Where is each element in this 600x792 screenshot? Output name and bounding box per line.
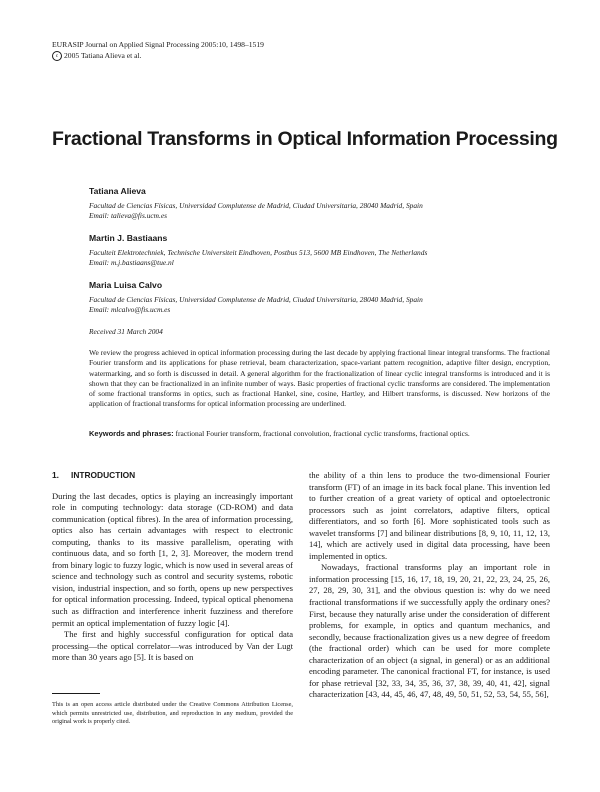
keywords-text: fractional Fourier transform, fractional convolution, fractional cyclic transforms, fractional optics. <box>175 429 470 438</box>
body-paragraph: During the last decades, optics is playing an increasingly important role in computing technology: data storage (CD-ROM) and data communication (optical fibres). In the area of information processing, optics also has certain advantages with respect to electronic computing, thanks to its massive parallelism, operating with continuous data, and so forth [1, 2, 3]. Moreover, the modern trend from binary logic to fuzzy logic, which is now used in several areas of science and technology such as control and security systems, robotic vision, industrial inspection, and so forth, opens up new perspectives for optical information processing. Indeed, typical optical phenomena such as diffraction and interference inherit fuzziness and therefore permit an optical implementation of fuzzy logic [4]. <box>52 490 293 628</box>
abstract: We review the progress achieved in optical information processing during the last decade by applying fractional linear integral transforms. The fractional Fourier transform and its applications for phase retrieval, beam characterization, space-variant pattern recognition, adaptive filter design, encryption, watermarking, and so forth is discussed in detail. A general algorithm for the fractionalization of linear cyclic integral transforms is introduced and it is shown that they can be fractionalized in an infinite number of ways. Basic properties of fractional cyclic transforms are considered. The implementation of some fractional transforms in optics, such as fractional Hankel, sine, cosine, Hartley, and Hilbert transforms, is discussed. New horizons of the application of fractional transforms for optical information processing are underlined. <box>89 348 550 409</box>
body-paragraph: The first and highly successful configuration for optical data processing—the optical correlator—was introduced by Van der Lugt more than 30 years ago [5]. It is based on <box>52 629 293 663</box>
journal-header <box>52 40 264 61</box>
author-name: Maria Luisa Calvo <box>89 279 163 290</box>
received-date: Received 31 March 2004 <box>89 327 163 336</box>
author-email[interactable]: Email: m.j.bastiaans@tue.nl <box>89 258 174 268</box>
license-footnote: This is an open access article distributed under the Creative Commons Attribution License, which permits unrestricted use, distribution, and reproduction in any medium, provided the original work is properly cited. <box>52 701 293 725</box>
journal-citation: EURASIP Journal on Applied Signal Processing 2005:10, 1498–1519 <box>52 40 264 49</box>
author-email[interactable]: Email: talieva@fis.ucm.es <box>89 211 168 221</box>
left-column <box>52 470 293 664</box>
author-entry <box>89 233 549 269</box>
section-heading <box>52 470 293 482</box>
author-name: Tatiana Alieva <box>89 186 146 196</box>
author-entry <box>89 186 549 222</box>
body-paragraph: Nowadays, fractional transforms play an important role in information processing [15, 16, 17, 18, 19, 20, 21, 22, 23, 24, 25, 26, 27, 28, 29, 30, 31], and the obvious question is: why do we need fractional transformations if we successfully apply the ordinary ones? First, because they naturally arise under the consideration of different problems, for example, in optics and quantum mechanics, and secondly, because fractionalization gives us a new degree of freedom (the fractional order) which can be used for more complete characterization of an object (a signal, in general) or as an additional encoding parameter. The canonical fractional FT, for instance, is used for phase retrieval [32, 33, 34, 35, 36, 37, 38, 39, 40, 41, 42], signal characterization [43, 44, 45, 46, 47, 48, 49, 50, 51, 52, 53, 54, 55, 56], <box>309 562 550 700</box>
author-affiliation: Facultad de Ciencias Físicas, Universidad Complutense de Madrid, Ciudad Universitaria, 28040 Madrid, Spain <box>89 201 423 210</box>
right-column <box>309 470 550 701</box>
footnote-divider <box>52 693 100 694</box>
author-entry <box>89 280 549 316</box>
keywords <box>89 429 550 438</box>
author-name: Martin J. Bastiaans <box>89 232 168 243</box>
copyright-line <box>52 51 264 62</box>
copyright-icon: c <box>52 51 62 61</box>
section-title: INTRODUCTION <box>71 470 136 480</box>
author-email[interactable]: Email: mlcalvo@fis.ucm.es <box>89 305 171 315</box>
copyright-text: 2005 Tatiana Alieva et al. <box>64 50 142 60</box>
author-affiliation: Faculteit Elektrotechniek, Technische Universiteit Eindhoven, Postbus 513, 5600 MB Eindhoven, The Netherlands <box>89 247 428 257</box>
body-paragraph: the ability of a thin lens to produce the two-dimensional Fourier transform (FT) of an image in its back focal plane. This invention led to further creation of a great variety of optical and optoelectronic processors such as joint correlators, adaptive filters, optical differentiators, and so forth [6]. More sophisticated tools such as wavelet transforms [7] and bilinear distributions [8, 9, 10, 11, 12, 13, 14], which are actively used in digital data processing, have been implemented in optics. <box>309 470 550 561</box>
section-number: 1. <box>52 470 59 480</box>
paper-title: Fractional Transforms in Optical Information Processing <box>52 128 558 150</box>
keywords-label: Keywords and phrases: <box>89 429 174 438</box>
author-affiliation: Facultad de Ciencias Físicas, Universidad Complutense de Madrid, Ciudad Universitaria, 28040 Madrid, Spain <box>89 294 423 304</box>
author-block <box>89 186 549 326</box>
